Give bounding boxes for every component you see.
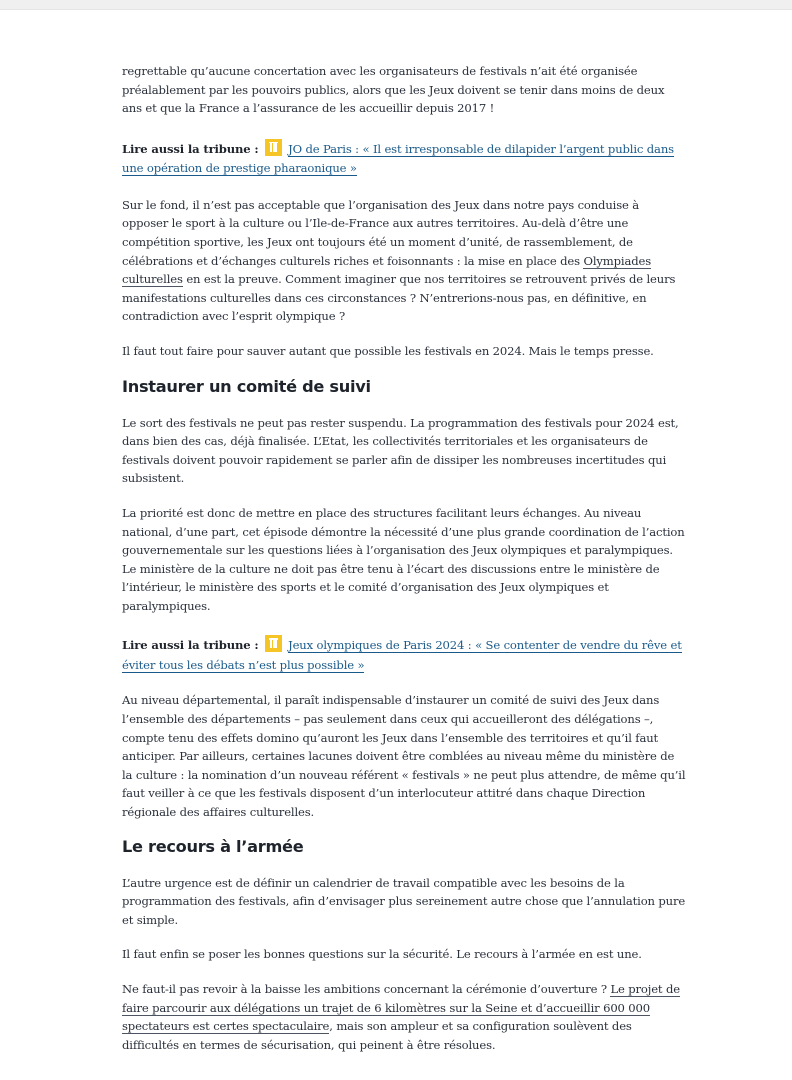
paragraph-sport-culture: [122, 196, 687, 326]
paragraph-calendrier: L’autre urgence est de définir un calendrier de travail compatible avec les besoins de la programmation des festivals, afin d’envisager plus sereinement autre chose que l’annulation pure et simple.: [122, 875, 686, 927]
read-also-label: Lire aussi la tribune :: [122, 141, 259, 156]
section-heading-comite: Instaurer un comité de suivi: [122, 376, 371, 396]
premium-icon: [265, 635, 282, 652]
paragraph-time-presses: Il faut tout faire pour sauver autant que possible les festivals en 2024. Mais le temps presse.: [122, 343, 654, 358]
read-also-1: [122, 139, 687, 179]
paragraph-festivals-concertation: regrettable qu’aucune concertation avec les organisateurs de festivals n’ait été organisée préalablement par les pouvoirs publics, alors que les Jeux doivent se tenir dans moins de deux ans et que la France a l’assurance de les accueillir depuis 2017 !: [122, 64, 665, 116]
read-also-2: [122, 635, 687, 675]
paragraph-text: en est la preuve. Comment imaginer que nos territoires se retrouvent privés de leurs manifestations culturelles dans ces circonstances ? N’entrerions-nous pas, en définitive, en contradiction avec l’esprit olympique ?: [122, 272, 676, 324]
tribune-link-jeux-paris-2024[interactable]: Jeux olympiques de Paris 2024 : « Se contenter de vendre du rêve et éviter tous les débats n’est plus possible »: [122, 638, 682, 672]
olympiades-culturelles-link[interactable]: Olympiades culturelles: [122, 253, 651, 287]
article-body: [122, 62, 687, 1054]
paragraph-text: , mais son ampleur et sa configuration soulèvent des difficultés en termes de sécurisation, qui peinent à être résolues.: [122, 1019, 632, 1052]
read-also-label: Lire aussi la tribune :: [122, 638, 259, 653]
paragraph-securite: Il faut enfin se poser les bonnes questions sur la sécurité. Le recours à l’armée en est une.: [122, 947, 642, 962]
premium-icon: [265, 139, 282, 156]
paragraph-ceremonie: [122, 980, 687, 1054]
paragraph-text: Ne faut-il pas revoir à la baisse les ambitions concernant la cérémonie d’ouverture ?: [122, 982, 611, 996]
paragraph-priorite: La priorité est donc de mettre en place des structures facilitant leurs échanges. Au niveau national, d’une part, cet épisode démontre la nécessité d’une plus grande coordination de l’action gouvernementale sur les questions liées à l’organisation des Jeux olympiques et paralympiques. Le ministère de la culture ne doit pas être tenu à l’écart des discussions entre le ministère de l’intérieur, le ministère des sports et le comité d’organisation des Jeux olympiques et paralympiques.: [122, 505, 685, 613]
paragraph-sort-festivals: Le sort des festivals ne peut pas rester suspendu. La programmation des festivals pour 2024 est, dans bien des cas, déjà finalisée. L’Etat, les collectivités territoriales et les organisateurs de festivals doivent pouvoir rapidement se parler afin de dissiper les nombreuses incertitudes qui subsistent.: [122, 415, 679, 486]
paragraph-text: Sur le fond, il n’est pas acceptable que l’organisation des Jeux dans notre pays conduise à opposer le sport à la culture ou l’Ile-de-France aux autres territoires. Au-delà d’être une compétition sportive, les Jeux ont toujours été un moment d’unité, de rassemblement, de célébrations et d’échanges culturels riches et foisonnants : la mise en place des: [122, 197, 640, 268]
ceremonie-seine-link[interactable]: Le projet de faire parcourir aux délégations un trajet de 6 kilomètres sur la Seine et d’accueillir 600 000 spectateurs est certes spectaculaire: [122, 982, 680, 1034]
section-heading-armee: Le recours à l’armée: [122, 836, 304, 856]
paragraph-niveau-departemental: Au niveau départemental, il paraît indispensable d’instaurer un comité de suivi des Jeux dans l’ensemble des départements – pas seulement dans ceux qui accueilleront des délégations –, compte tenu des effets domino qu’auront les Jeux dans l’ensemble des territoires et qu’il faut anticiper. Par ailleurs, certaines lacunes doivent être comblées au niveau même du ministère de la culture : la nomination d’un nouveau référent « festivals » ne peut plus attendre, de même qu’il faut veiller à ce que les festivals disposent d’un interlocuteur attitré dans chaque Direction régionale des affaires culturelles.: [122, 693, 686, 820]
top-bar: [0, 0, 792, 10]
tribune-link-jo-paris[interactable]: JO de Paris : « Il est irresponsable de dilapider l’argent public dans une opération de prestige pharaonique »: [122, 141, 674, 176]
